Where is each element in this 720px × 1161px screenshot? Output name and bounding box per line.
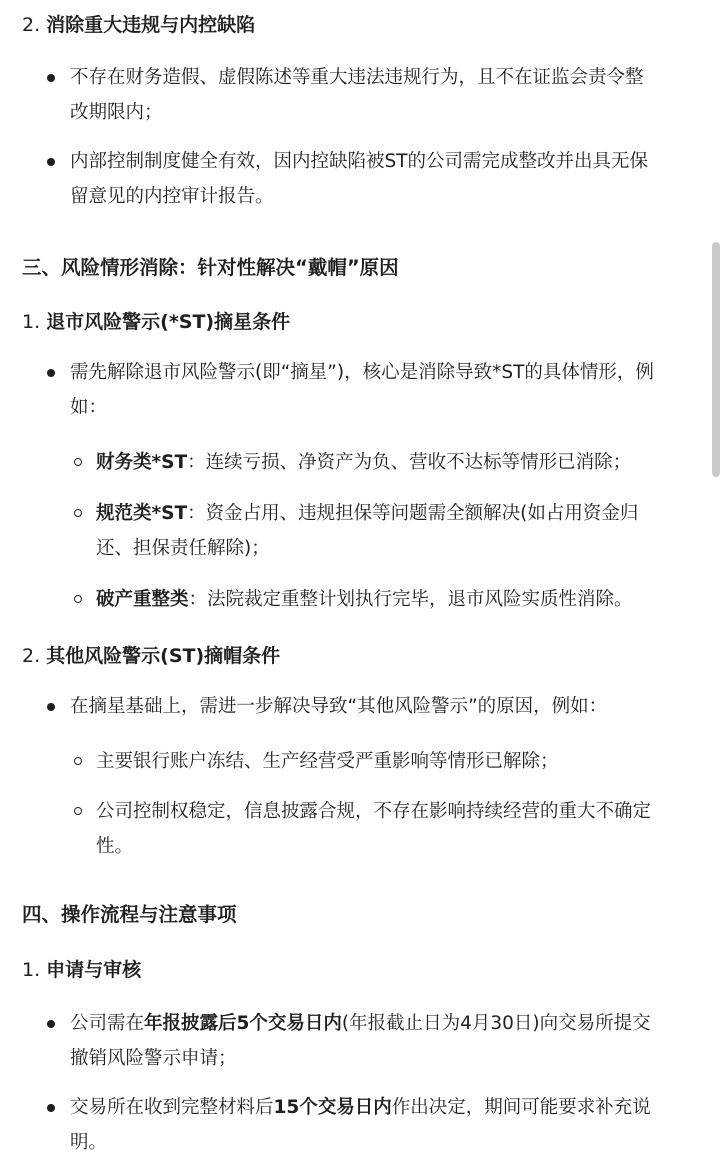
- bullet-dot: [47, 74, 55, 82]
- circle-bullet: [74, 807, 82, 815]
- bullet-dot: [47, 1104, 55, 1112]
- bullet-dot: [47, 703, 55, 711]
- list-item-text: 主要银行账户冻结、生产经营受严重影响等情形已解除；: [96, 751, 559, 772]
- text-bold: 15个交易日内: [273, 1097, 392, 1118]
- list-item-text: 公司控制权稳定，信息披露合规，不存在影响持续经营的重大不确定: [96, 801, 652, 822]
- text-pre: 公司需在: [70, 1013, 145, 1034]
- subsection-title-text: 消除重大违规与内控缺陷: [46, 14, 256, 36]
- subsection-number: 1.: [22, 311, 41, 333]
- bullet-text-line: 内部控制制度健全有效，因内控缺陷被ST的公司需完成整改并出具无保: [70, 151, 649, 172]
- bullet-text-line: 留意见的内控审计报告。: [70, 186, 274, 207]
- bullet-text-line: 撤销风险警示申请；: [70, 1048, 237, 1069]
- circle-bullet: [74, 458, 82, 466]
- list-item-rest: ：法院裁定重整计划执行完毕，退市风险实质性消除。: [188, 589, 633, 610]
- scrollbar-thumb[interactable]: [712, 242, 720, 477]
- subsection-title-text: 其他风险警示(ST)摘帽条件: [46, 645, 281, 667]
- list-item-text-line: 还、担保责任解除)；: [96, 538, 270, 559]
- subsection-number: 1.: [22, 959, 41, 981]
- bullet-text-line: 在摘星基础上，需进一步解决导致“其他风险警示”的原因，例如：: [70, 696, 608, 717]
- bullet-text-line: 明。: [70, 1132, 108, 1153]
- subsection-title-text: 申请与审核: [46, 959, 142, 981]
- list-item-bold: 规范类*ST: [96, 503, 188, 524]
- circle-bullet: [74, 757, 82, 765]
- circle-bullet: [74, 595, 82, 603]
- section-title-4: 四、操作流程与注意事项: [22, 903, 237, 926]
- section-title-3: 三、风险情形消除：针对性解决“戴帽”原因: [22, 256, 399, 279]
- subsection-title-2: [22, 10, 255, 37]
- bullet-dot: [47, 1020, 55, 1028]
- list-item-bold: 破产重整类: [96, 589, 189, 610]
- bullet-text-line: 不存在财务造假、虚假陈述等重大违法违规行为，且不在证监会责令整: [70, 67, 644, 88]
- bullet-text-line: [70, 1090, 651, 1125]
- list-item-text: [96, 445, 631, 480]
- bullet-dot: [47, 369, 55, 377]
- list-item-text: [96, 582, 633, 617]
- bullet-dot: [47, 158, 55, 166]
- bullet-text-line: 改期限内；: [70, 102, 163, 123]
- list-item-bold: 财务类*ST: [96, 452, 188, 473]
- bullet-text-line: 需先解除退市风险警示(即“摘星”)，核心是消除导致*ST的具体情形，例: [70, 362, 654, 383]
- list-item-text: [96, 496, 638, 531]
- subsection-title-4-1: [22, 955, 141, 982]
- subsection-number: 2.: [22, 645, 41, 667]
- bullet-text-line: 如：: [70, 397, 108, 418]
- list-item-text-line: 性。: [96, 836, 134, 857]
- text-post: 作出决定，期间可能要求补充说: [391, 1097, 651, 1118]
- subsection-number: 2.: [22, 14, 41, 36]
- circle-bullet: [74, 509, 82, 517]
- list-item-rest: ：连续亏损、净资产为负、营收不达标等情形已消除；: [187, 452, 632, 473]
- text-pre: 交易所在收到完整材料后: [70, 1097, 274, 1118]
- text-bold: 年报披露后5个交易日内: [144, 1013, 342, 1034]
- list-item-rest: ：资金占用、违规担保等问题需全额解决(如占用资金归: [187, 503, 639, 524]
- text-post: (年报截止日为4月30日)向交易所提交: [341, 1013, 651, 1034]
- subsection-title-text: 退市风险警示(*ST)摘星条件: [46, 311, 291, 333]
- subsection-title-3-2: [22, 641, 280, 668]
- subsection-title-3-1: [22, 307, 290, 334]
- bullet-text-line: [70, 1006, 651, 1041]
